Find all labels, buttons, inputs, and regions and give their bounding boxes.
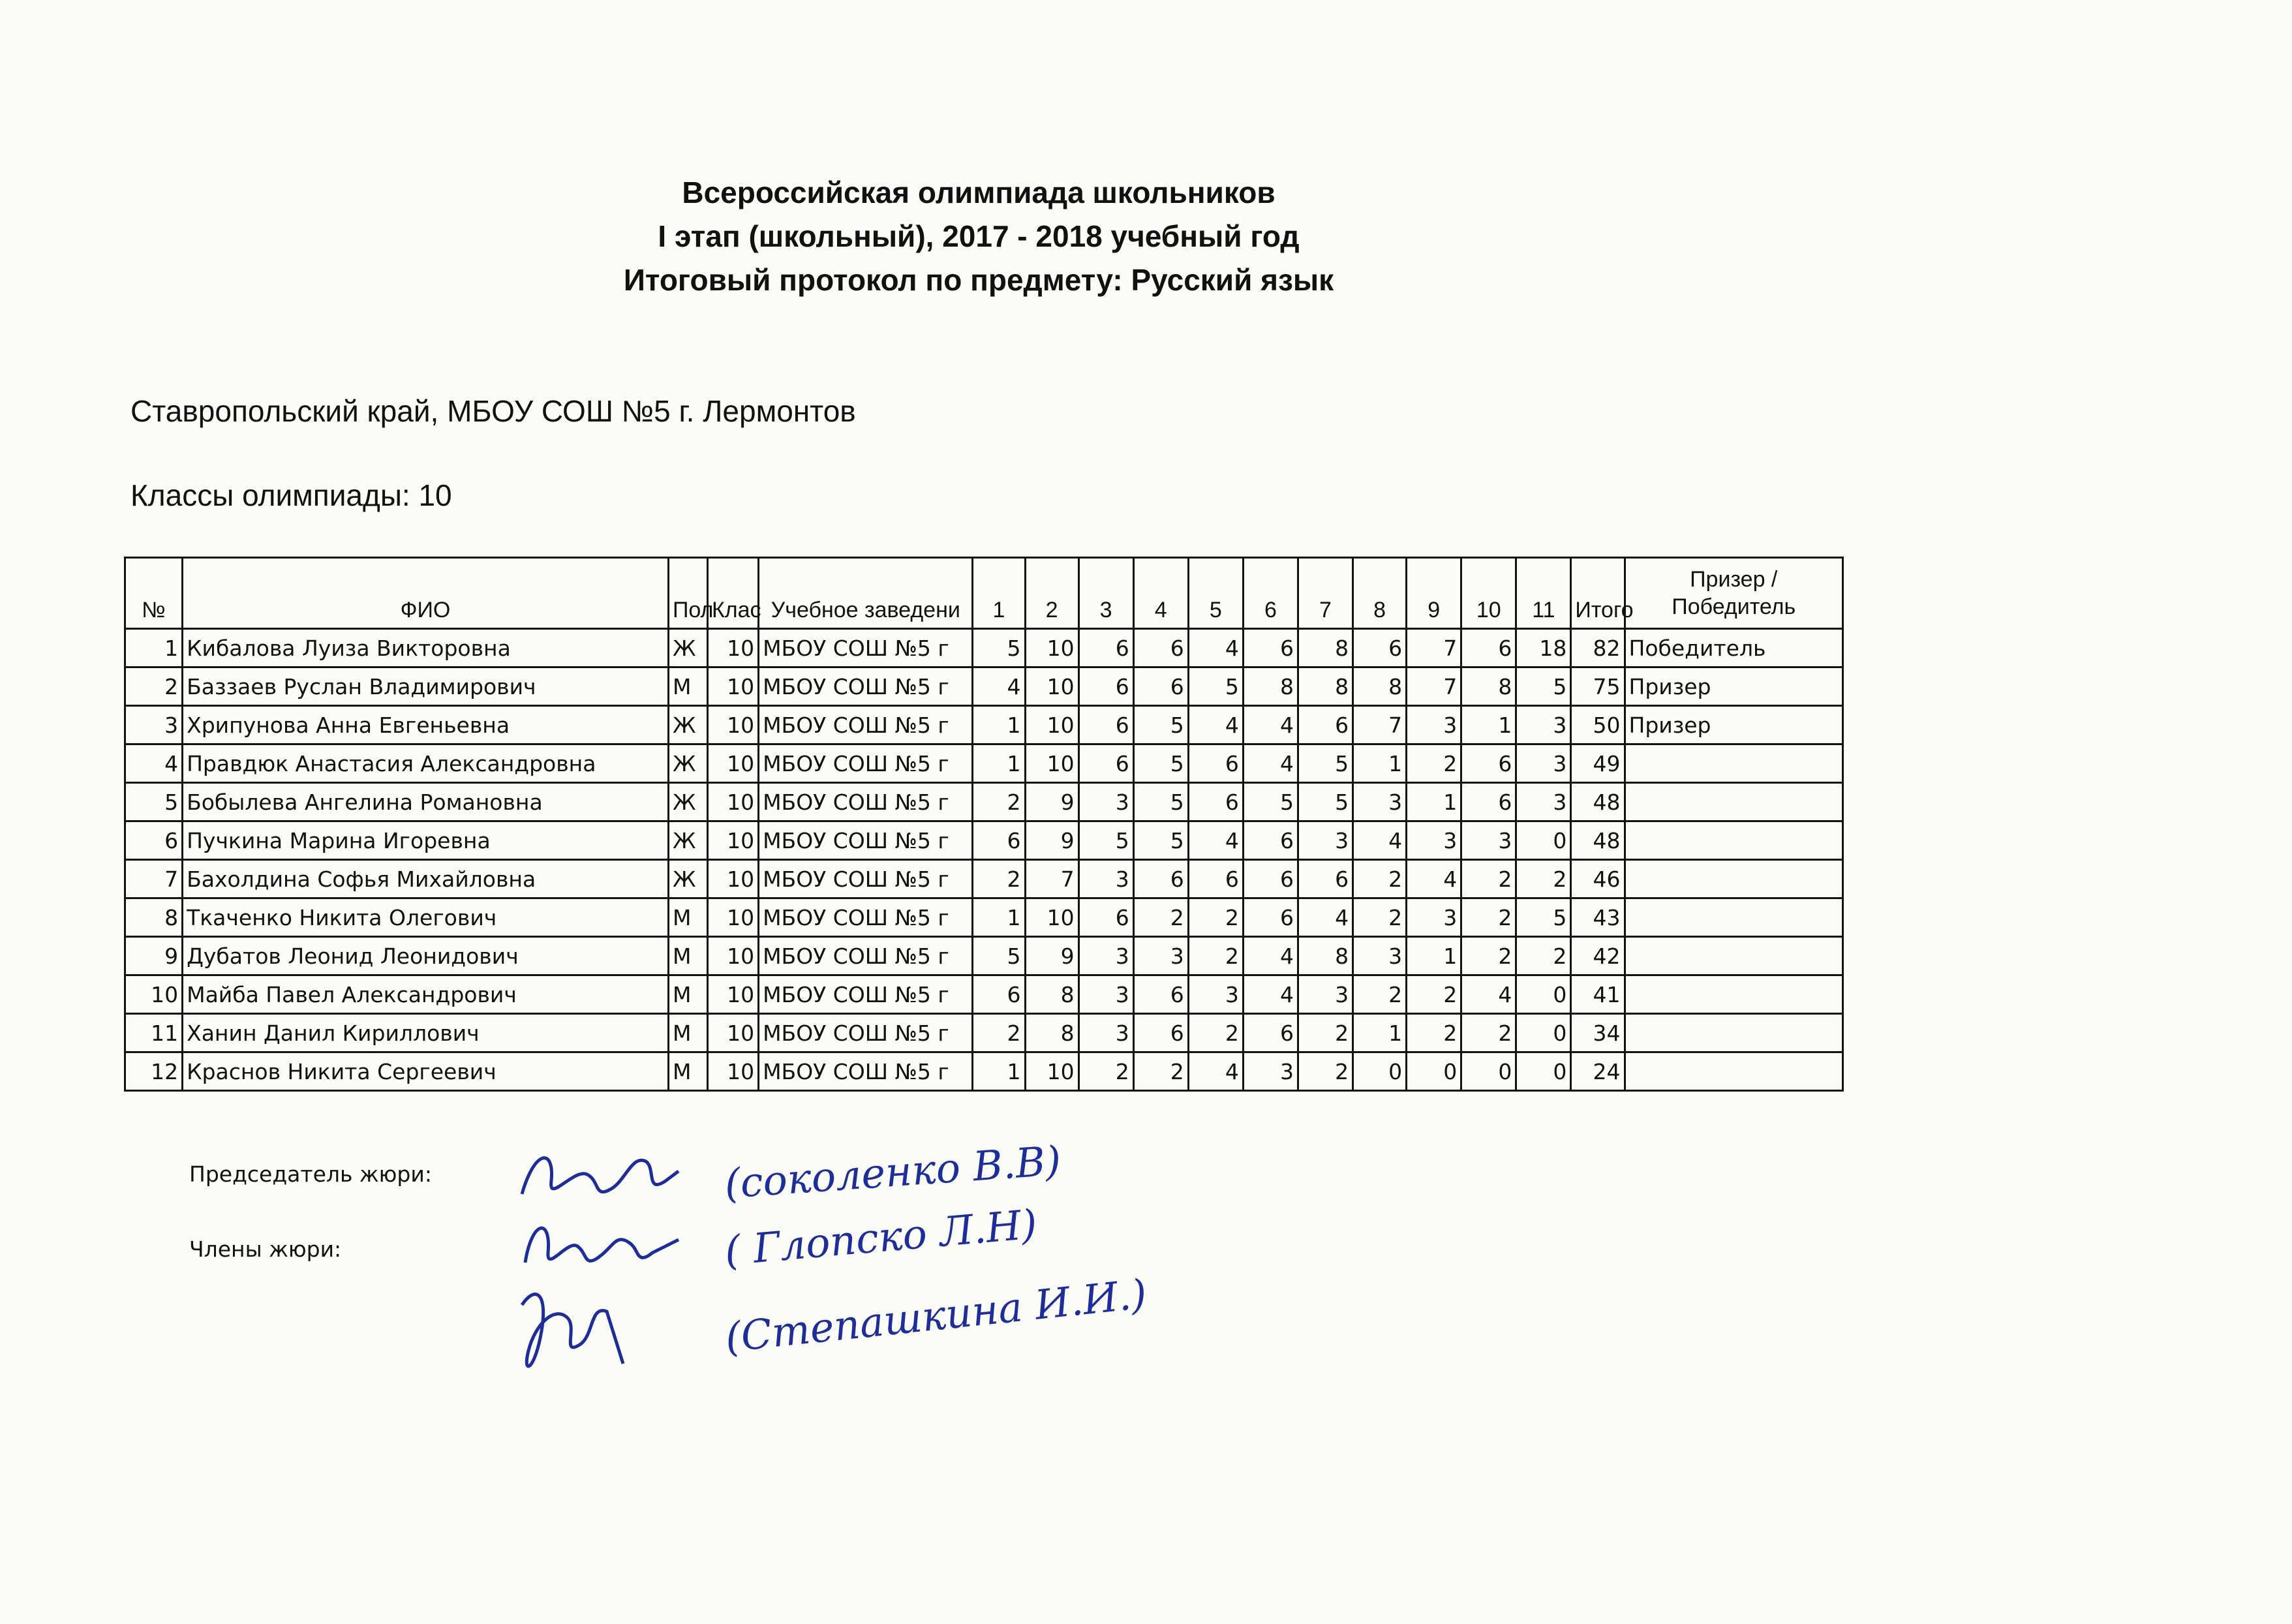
- row-score-task-7: 3: [1298, 821, 1352, 860]
- row-score-task-2: 8: [1025, 1014, 1078, 1052]
- row-score-task-11: 0: [1516, 1014, 1571, 1052]
- row-school: МБОУ СОШ №5 г: [759, 860, 973, 898]
- table-header-row: [125, 558, 1843, 629]
- row-score-task-7: 8: [1298, 937, 1352, 975]
- header-task-10: 10: [1461, 558, 1516, 629]
- header-award-line2: Победитель: [1672, 594, 1796, 619]
- row-score-task-4: 6: [1133, 629, 1188, 667]
- row-score-task-1: 6: [973, 975, 1025, 1014]
- row-score-task-10: 2: [1461, 898, 1516, 937]
- row-score-task-3: 6: [1078, 898, 1133, 937]
- row-score-task-11: 18: [1516, 629, 1571, 667]
- row-gender: М: [668, 898, 707, 937]
- row-score-task-6: 6: [1243, 898, 1298, 937]
- row-num: 4: [125, 744, 183, 783]
- signature-name-2: ( Глопско Л.Н): [722, 1200, 1039, 1275]
- row-score-task-2: 10: [1025, 706, 1078, 744]
- row-score-task-10: 1: [1461, 706, 1516, 744]
- row-num: 5: [125, 783, 183, 821]
- row-gender: Ж: [668, 744, 707, 783]
- header-total: Итого: [1571, 558, 1625, 629]
- row-score-task-5: 6: [1188, 783, 1243, 821]
- row-score-task-9: 3: [1407, 898, 1461, 937]
- row-gender: Ж: [668, 783, 707, 821]
- row-gender: Ж: [668, 860, 707, 898]
- row-score-task-10: 6: [1461, 629, 1516, 667]
- row-score-task-1: 1: [973, 744, 1025, 783]
- header-award-line1: Призер /: [1690, 567, 1778, 592]
- row-score-task-8: 2: [1353, 975, 1407, 1014]
- row-total: 34: [1571, 1014, 1625, 1052]
- row-school: МБОУ СОШ №5 г: [759, 629, 973, 667]
- results-table: [124, 557, 1844, 1092]
- row-award: [1625, 744, 1843, 783]
- row-score-task-5: 6: [1188, 860, 1243, 898]
- row-score-task-5: 4: [1188, 1052, 1243, 1091]
- row-score-task-3: 6: [1078, 744, 1133, 783]
- row-score-task-4: 6: [1133, 975, 1188, 1014]
- row-score-task-3: 3: [1078, 975, 1133, 1014]
- row-class: 10: [708, 975, 759, 1014]
- row-school: МБОУ СОШ №5 г: [759, 783, 973, 821]
- row-score-task-3: 6: [1078, 667, 1133, 706]
- header-school: Учебное заведени: [759, 558, 973, 629]
- row-score-task-10: 4: [1461, 975, 1516, 1014]
- table-row: [125, 667, 1843, 706]
- row-fio: Дубатов Леонид Леонидович: [183, 937, 669, 975]
- header-task-8: 8: [1353, 558, 1407, 629]
- row-score-task-6: 4: [1243, 937, 1298, 975]
- row-total: 46: [1571, 860, 1625, 898]
- row-score-task-7: 6: [1298, 706, 1352, 744]
- row-score-task-8: 8: [1353, 667, 1407, 706]
- header-class: Клас: [708, 558, 759, 629]
- results-body: [125, 629, 1843, 1091]
- header-task-3: 3: [1078, 558, 1133, 629]
- row-award: Призер: [1625, 667, 1843, 706]
- row-score-task-1: 2: [973, 1014, 1025, 1052]
- row-score-task-8: 1: [1353, 1014, 1407, 1052]
- members-label: Члены жюри:: [189, 1236, 342, 1262]
- row-award: [1625, 1014, 1843, 1052]
- row-gender: М: [668, 667, 707, 706]
- row-score-task-4: 5: [1133, 744, 1188, 783]
- row-fio: Правдюк Анастасия Александровна: [183, 744, 669, 783]
- row-score-task-3: 3: [1078, 937, 1133, 975]
- row-score-task-5: 2: [1188, 1014, 1243, 1052]
- row-score-task-1: 1: [973, 706, 1025, 744]
- row-gender: М: [668, 1052, 707, 1091]
- row-total: 48: [1571, 783, 1625, 821]
- row-total: 43: [1571, 898, 1625, 937]
- table-row: [125, 937, 1843, 975]
- row-score-task-2: 9: [1025, 783, 1078, 821]
- row-school: МБОУ СОШ №5 г: [759, 821, 973, 860]
- row-award: Победитель: [1625, 629, 1843, 667]
- row-fio: Бобылева Ангелина Романовна: [183, 783, 669, 821]
- row-score-task-1: 5: [973, 629, 1025, 667]
- row-score-task-5: 2: [1188, 898, 1243, 937]
- header-task-11: 11: [1516, 558, 1571, 629]
- row-fio: Бахолдина Софья Михайловна: [183, 860, 669, 898]
- row-score-task-7: 4: [1298, 898, 1352, 937]
- table-row: [125, 629, 1843, 667]
- row-score-task-5: 4: [1188, 629, 1243, 667]
- row-score-task-2: 10: [1025, 744, 1078, 783]
- row-score-task-7: 8: [1298, 629, 1352, 667]
- row-score-task-4: 2: [1133, 1052, 1188, 1091]
- table-row: [125, 744, 1843, 783]
- header-task-2: 2: [1025, 558, 1078, 629]
- row-score-task-8: 3: [1353, 937, 1407, 975]
- row-fio: Майба Павел Александрович: [183, 975, 669, 1014]
- row-score-task-4: 3: [1133, 937, 1188, 975]
- row-score-task-2: 10: [1025, 898, 1078, 937]
- row-score-task-6: 4: [1243, 975, 1298, 1014]
- row-score-task-9: 7: [1407, 629, 1461, 667]
- header-num: №: [125, 558, 183, 629]
- row-total: 48: [1571, 821, 1625, 860]
- row-score-task-9: 3: [1407, 821, 1461, 860]
- row-score-task-10: 8: [1461, 667, 1516, 706]
- row-score-task-7: 8: [1298, 667, 1352, 706]
- row-score-task-4: 6: [1133, 860, 1188, 898]
- table-row: [125, 783, 1843, 821]
- row-score-task-10: 6: [1461, 783, 1516, 821]
- header-fio: ФИО: [183, 558, 669, 629]
- row-score-task-11: 3: [1516, 744, 1571, 783]
- row-num: 1: [125, 629, 183, 667]
- row-fio: Ханин Данил Кириллович: [183, 1014, 669, 1052]
- row-num: 12: [125, 1052, 183, 1091]
- row-class: 10: [708, 821, 759, 860]
- row-score-task-9: 0: [1407, 1052, 1461, 1091]
- row-score-task-4: 5: [1133, 821, 1188, 860]
- row-award: [1625, 1052, 1843, 1091]
- row-score-task-7: 2: [1298, 1052, 1352, 1091]
- header-task-1: 1: [973, 558, 1025, 629]
- row-total: 82: [1571, 629, 1625, 667]
- row-score-task-5: 4: [1188, 706, 1243, 744]
- row-score-task-9: 3: [1407, 706, 1461, 744]
- row-score-task-10: 0: [1461, 1052, 1516, 1091]
- row-score-task-10: 2: [1461, 860, 1516, 898]
- row-score-task-5: 6: [1188, 744, 1243, 783]
- row-score-task-11: 2: [1516, 860, 1571, 898]
- row-class: 10: [708, 783, 759, 821]
- row-score-task-3: 6: [1078, 706, 1133, 744]
- row-class: 10: [708, 898, 759, 937]
- row-gender: Ж: [668, 706, 707, 744]
- row-score-task-9: 2: [1407, 975, 1461, 1014]
- row-score-task-2: 9: [1025, 821, 1078, 860]
- row-score-task-1: 4: [973, 667, 1025, 706]
- title-line-2: I этап (школьный), 2017 - 2018 учебный год: [658, 219, 1300, 253]
- table-row: [125, 975, 1843, 1014]
- row-score-task-2: 10: [1025, 1052, 1078, 1091]
- title-line-3: Итоговый протокол по предмету: Русский язык: [623, 263, 1334, 297]
- row-award: [1625, 937, 1843, 975]
- region-school: Ставропольский край, МБОУ СОШ №5 г. Лермонтов: [130, 394, 856, 428]
- row-score-task-10: 6: [1461, 744, 1516, 783]
- row-score-task-8: 2: [1353, 898, 1407, 937]
- row-class: 10: [708, 937, 759, 975]
- row-score-task-2: 9: [1025, 937, 1078, 975]
- chair-label: Председатель жюри:: [189, 1161, 432, 1187]
- row-score-task-4: 5: [1133, 706, 1188, 744]
- row-score-task-3: 3: [1078, 860, 1133, 898]
- row-num: 11: [125, 1014, 183, 1052]
- row-school: МБОУ СОШ №5 г: [759, 975, 973, 1014]
- row-score-task-7: 5: [1298, 744, 1352, 783]
- row-gender: Ж: [668, 821, 707, 860]
- table-row: [125, 1052, 1843, 1091]
- header-award: [1625, 558, 1843, 629]
- row-score-task-9: 2: [1407, 744, 1461, 783]
- row-score-task-3: 2: [1078, 1052, 1133, 1091]
- row-score-task-3: 3: [1078, 1014, 1133, 1052]
- row-score-task-10: 3: [1461, 821, 1516, 860]
- row-school: МБОУ СОШ №5 г: [759, 667, 973, 706]
- row-score-task-9: 1: [1407, 783, 1461, 821]
- row-score-task-6: 8: [1243, 667, 1298, 706]
- row-score-task-1: 2: [973, 860, 1025, 898]
- row-class: 10: [708, 744, 759, 783]
- row-fio: Кибалова Луиза Викторовна: [183, 629, 669, 667]
- olympiad-classes: Классы олимпиады: 10: [130, 478, 452, 512]
- row-score-task-11: 3: [1516, 706, 1571, 744]
- row-score-task-5: 3: [1188, 975, 1243, 1014]
- row-school: МБОУ СОШ №5 г: [759, 706, 973, 744]
- row-score-task-10: 2: [1461, 937, 1516, 975]
- row-score-task-1: 1: [973, 898, 1025, 937]
- row-score-task-1: 6: [973, 821, 1025, 860]
- header-task-5: 5: [1188, 558, 1243, 629]
- row-score-task-6: 6: [1243, 629, 1298, 667]
- row-score-task-8: 7: [1353, 706, 1407, 744]
- row-score-task-6: 4: [1243, 706, 1298, 744]
- row-score-task-11: 5: [1516, 667, 1571, 706]
- row-score-task-11: 2: [1516, 937, 1571, 975]
- row-score-task-9: 7: [1407, 667, 1461, 706]
- row-score-task-8: 1: [1353, 744, 1407, 783]
- row-score-task-6: 6: [1243, 1014, 1298, 1052]
- row-score-task-11: 0: [1516, 821, 1571, 860]
- header-task-6: 6: [1243, 558, 1298, 629]
- row-score-task-8: 2: [1353, 860, 1407, 898]
- row-score-task-4: 6: [1133, 1014, 1188, 1052]
- row-total: 24: [1571, 1052, 1625, 1091]
- row-class: 10: [708, 706, 759, 744]
- document-title: [0, 171, 1957, 302]
- row-score-task-5: 2: [1188, 937, 1243, 975]
- row-score-task-8: 6: [1353, 629, 1407, 667]
- row-fio: Хрипунова Анна Евгеньевна: [183, 706, 669, 744]
- row-class: 10: [708, 860, 759, 898]
- row-total: 50: [1571, 706, 1625, 744]
- row-score-task-3: 5: [1078, 821, 1133, 860]
- row-score-task-4: 5: [1133, 783, 1188, 821]
- signature-scribble-3: [509, 1279, 639, 1390]
- row-score-task-2: 8: [1025, 975, 1078, 1014]
- row-score-task-11: 0: [1516, 1052, 1571, 1091]
- row-score-task-7: 5: [1298, 783, 1352, 821]
- table-row: [125, 706, 1843, 744]
- row-score-task-2: 10: [1025, 667, 1078, 706]
- row-score-task-6: 5: [1243, 783, 1298, 821]
- header-task-4: 4: [1133, 558, 1188, 629]
- row-fio: Пучкина Марина Игоревна: [183, 821, 669, 860]
- row-num: 6: [125, 821, 183, 860]
- row-school: МБОУ СОШ №5 г: [759, 744, 973, 783]
- row-class: 10: [708, 629, 759, 667]
- row-gender: М: [668, 937, 707, 975]
- row-fio: Баззаев Руслан Владимирович: [183, 667, 669, 706]
- row-award: [1625, 783, 1843, 821]
- row-score-task-8: 0: [1353, 1052, 1407, 1091]
- table-row: [125, 1014, 1843, 1052]
- row-score-task-9: 2: [1407, 1014, 1461, 1052]
- row-score-task-6: 4: [1243, 744, 1298, 783]
- row-school: МБОУ СОШ №5 г: [759, 937, 973, 975]
- row-fio: Краснов Никита Сергеевич: [183, 1052, 669, 1091]
- row-num: 2: [125, 667, 183, 706]
- row-award: [1625, 860, 1843, 898]
- row-total: 49: [1571, 744, 1625, 783]
- row-award: [1625, 821, 1843, 860]
- row-school: МБОУ СОШ №5 г: [759, 1014, 973, 1052]
- signature-scribble-2: [515, 1207, 685, 1285]
- row-class: 10: [708, 667, 759, 706]
- row-num: 10: [125, 975, 183, 1014]
- row-score-task-2: 7: [1025, 860, 1078, 898]
- row-score-task-11: 3: [1516, 783, 1571, 821]
- row-num: 9: [125, 937, 183, 975]
- row-school: МБОУ СОШ №5 г: [759, 1052, 973, 1091]
- row-award: [1625, 898, 1843, 937]
- row-score-task-6: 6: [1243, 860, 1298, 898]
- row-score-task-1: 1: [973, 1052, 1025, 1091]
- row-gender: М: [668, 975, 707, 1014]
- row-total: 41: [1571, 975, 1625, 1014]
- row-score-task-8: 4: [1353, 821, 1407, 860]
- row-score-task-4: 6: [1133, 667, 1188, 706]
- row-score-task-4: 2: [1133, 898, 1188, 937]
- row-score-task-2: 10: [1025, 629, 1078, 667]
- row-school: МБОУ СОШ №5 г: [759, 898, 973, 937]
- row-score-task-7: 2: [1298, 1014, 1352, 1052]
- row-award: Призер: [1625, 706, 1843, 744]
- header-gender: Пол: [668, 558, 707, 629]
- row-score-task-3: 6: [1078, 629, 1133, 667]
- row-score-task-5: 5: [1188, 667, 1243, 706]
- signature-name-1: (соколенко В.В): [723, 1137, 1063, 1208]
- row-score-task-1: 2: [973, 783, 1025, 821]
- row-num: 7: [125, 860, 183, 898]
- row-score-task-10: 2: [1461, 1014, 1516, 1052]
- row-score-task-1: 5: [973, 937, 1025, 975]
- row-gender: М: [668, 1014, 707, 1052]
- row-score-task-7: 3: [1298, 975, 1352, 1014]
- row-num: 8: [125, 898, 183, 937]
- header-task-9: 9: [1407, 558, 1461, 629]
- row-score-task-9: 4: [1407, 860, 1461, 898]
- row-award: [1625, 975, 1843, 1014]
- row-class: 10: [708, 1014, 759, 1052]
- row-num: 3: [125, 706, 183, 744]
- signature-name-3: (Степашкина И.И.): [722, 1270, 1149, 1362]
- row-total: 42: [1571, 937, 1625, 975]
- table-row: [125, 860, 1843, 898]
- row-score-task-3: 3: [1078, 783, 1133, 821]
- table-row: [125, 898, 1843, 937]
- table-row: [125, 821, 1843, 860]
- row-gender: Ж: [668, 629, 707, 667]
- row-class: 10: [708, 1052, 759, 1091]
- row-total: 75: [1571, 667, 1625, 706]
- row-score-task-11: 0: [1516, 975, 1571, 1014]
- row-fio: Ткаченко Никита Олегович: [183, 898, 669, 937]
- title-line-1: Всероссийская олимпиада школьников: [682, 176, 1276, 209]
- row-score-task-11: 5: [1516, 898, 1571, 937]
- row-score-task-7: 6: [1298, 860, 1352, 898]
- row-score-task-6: 6: [1243, 821, 1298, 860]
- row-score-task-8: 3: [1353, 783, 1407, 821]
- row-score-task-5: 4: [1188, 821, 1243, 860]
- row-score-task-9: 1: [1407, 937, 1461, 975]
- row-score-task-6: 3: [1243, 1052, 1298, 1091]
- header-task-7: 7: [1298, 558, 1352, 629]
